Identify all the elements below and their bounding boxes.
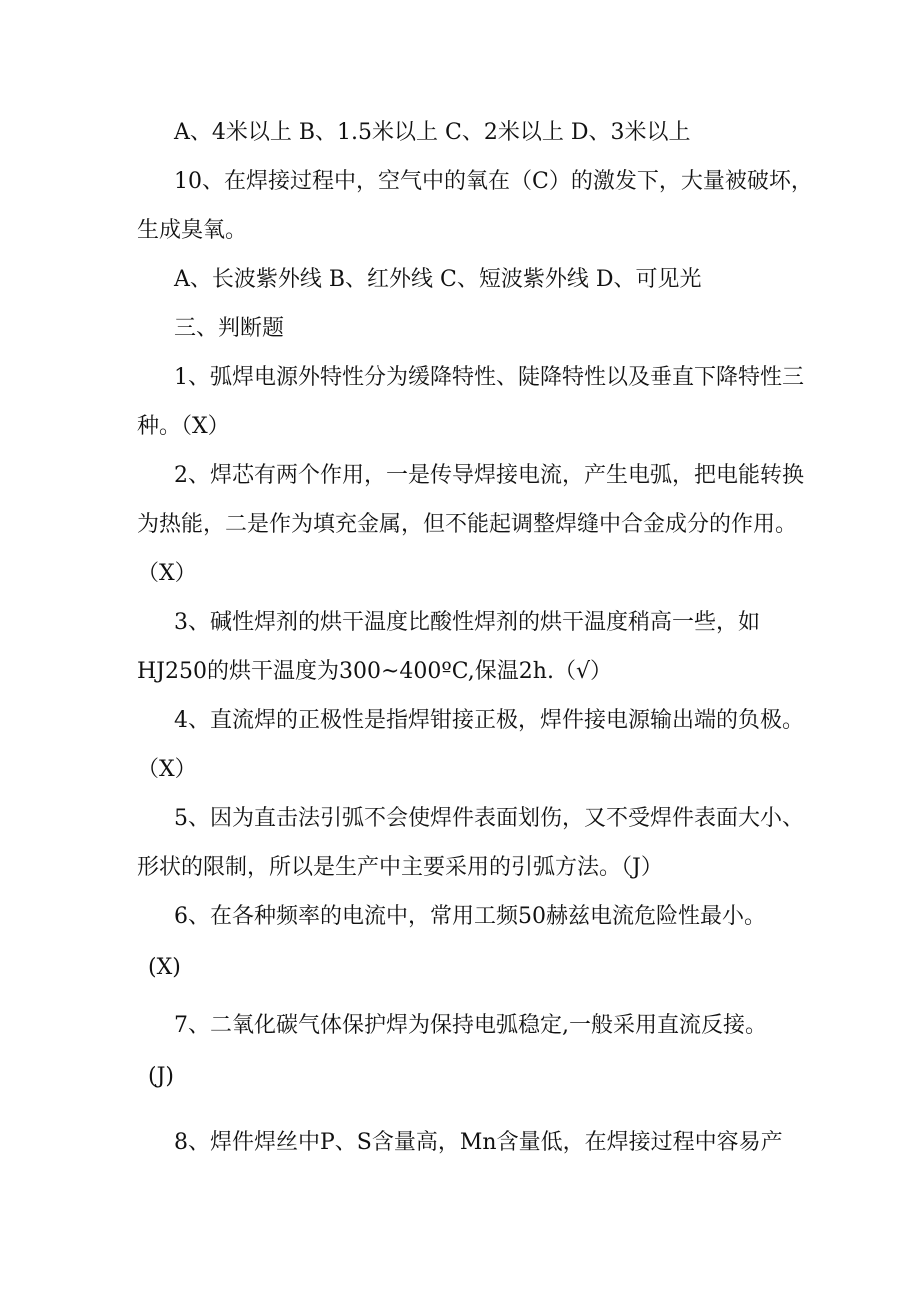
tf-question-6-line-1: 6、在各种频率的电流中，常用工频50赫兹电流危险性最小。 [174,904,766,929]
tf-question-5-line-2: 形状的限制，所以是生产中主要采用的引弧方法。（J） [137,855,663,880]
question-10-line-2: 生成臭氧。 [137,218,248,243]
tf-question-2-line-2: 为热能，二是作为填充金属，但不能起调整焊缝中合金成分的作用。 [137,512,798,537]
tf-question-3-line-2: HJ250的烘干温度为300~400ºC,保温2h.（√） [137,659,612,684]
tf-question-5-line-1: 5、因为直击法引弧不会使焊件表面划伤，又不受焊件表面大小、 [174,806,804,831]
tf-question-2-answer: （X） [137,561,197,586]
tf-question-8-line-1: 8、焊件焊丝中P、S含量高，Mn含量低，在焊接过程中容易产 [174,1130,783,1155]
tf-question-7-answer: (J) [148,1064,174,1089]
tf-question-1-line-1: 1、弧焊电源外特性分为缓降特性、陡降特性以及垂直下降特性三 [174,365,804,390]
tf-question-6-answer: (X) [148,955,181,980]
tf-question-4-line-1: 4、直流焊的正极性是指焊钳接正极，焊件接电源输出端的负极。 [174,708,804,733]
tf-question-1-line-2: 种。（X） [137,414,230,439]
option-line-q10: A、长波紫外线 B、红外线 C、短波紫外线 D、可见光 [174,267,702,292]
tf-question-4-answer: （X） [137,757,197,782]
option-line-q9: A、4米以上 B、1.5米以上 C、2米以上 D、3米以上 [174,120,691,145]
question-10-line-1: 10、在焊接过程中，空气中的氧在（C）的激发下，大量被破坏， [174,169,813,194]
tf-question-7-line-1: 7、二氧化碳气体保护焊为保持电弧稳定,一般采用直流反接。 [174,1013,767,1038]
tf-question-2-line-1: 2、焊芯有两个作用，一是传导焊接电流，产生电弧，把电能转换 [174,463,804,488]
section-heading-true-false: 三、判断题 [174,316,285,341]
tf-question-3-line-1: 3、碱性焊剂的烘干温度比酸性焊剂的烘干温度稍高一些，如 [174,610,760,635]
